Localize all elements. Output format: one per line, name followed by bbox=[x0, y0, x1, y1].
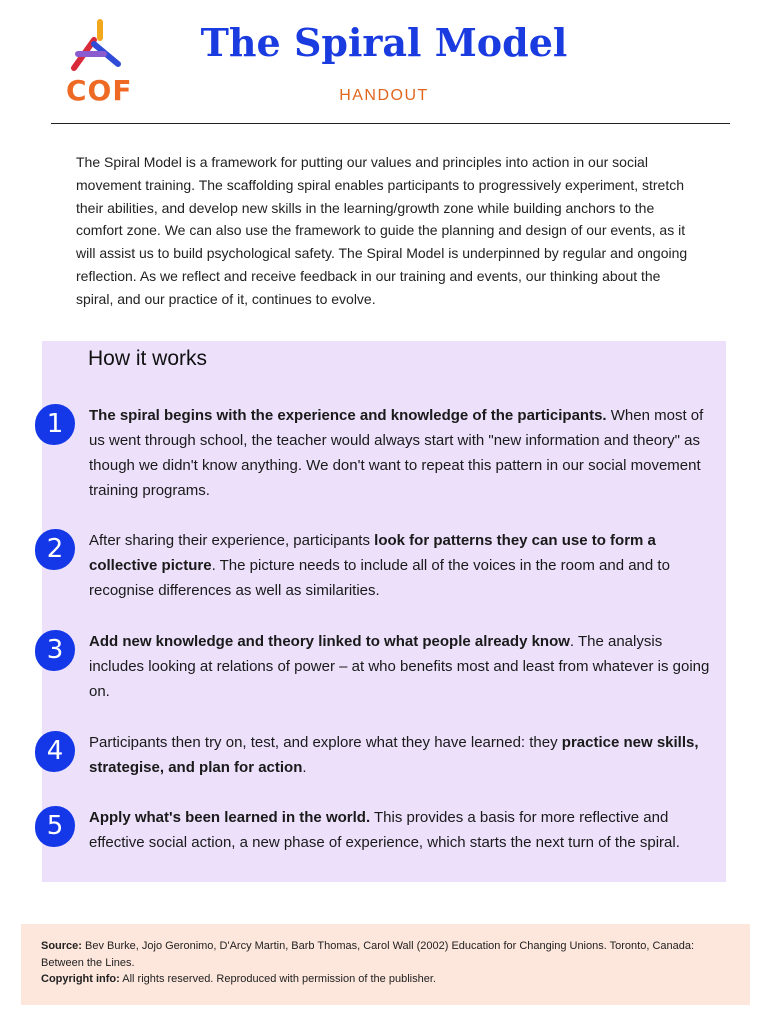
footer-text bbox=[41, 938, 721, 988]
step-number-badge: 5 bbox=[35, 806, 75, 847]
step-text bbox=[89, 730, 719, 780]
step-number-badge: 2 bbox=[35, 529, 75, 570]
step-text-bold: look for patterns they can use to form a collective picture bbox=[89, 532, 656, 574]
step-text-regular: Participants then try on, test, and explore what they have learned: they bbox=[89, 734, 562, 751]
step-text-regular: . The picture needs to include all of the voices in the room and and to recognise differences as well as similarities. bbox=[89, 557, 670, 599]
page-subtitle: HANDOUT bbox=[339, 87, 429, 104]
source-text: Bev Burke, Jojo Geronimo, D'Arcy Martin, Barb Thomas, Carol Wall (2002) Education for Changing Unions. Toronto, Canada: Between the Lines. bbox=[41, 940, 695, 969]
intro-paragraph: The Spiral Model is a framework for putting our values and principles into action in our social movement training. The scaffolding spiral enables participants to progressively experiment, stretch their abilities, and develop new skills in the learning/growth zone while building anchors to the comfort zone. We can also use the framework to guide the planning and design of our events, as it will assist us to build psychological safety. The Spiral Model is underpinned by regular and ongoing reflection. As we reflect and receive feedback in our training and events, our thinking about the spiral, and our practice of it, continues to evolve. bbox=[76, 154, 688, 307]
how-it-works-heading: How it works bbox=[88, 347, 208, 370]
copyright-text: All rights reserved. Reproduced with permission of the publisher. bbox=[119, 973, 436, 985]
step-text bbox=[89, 403, 719, 503]
step-text bbox=[89, 805, 719, 855]
copyright-label: Copyright info: bbox=[41, 973, 120, 985]
header-divider bbox=[51, 123, 730, 124]
step-text-regular: . bbox=[302, 759, 307, 776]
step-text-regular: When most of us went through school, the teacher would always start with "new information and theory" as though we didn't know anything. We don't want to repeat this pattern in our social movement training programs. bbox=[89, 407, 704, 499]
step-number-badge: 3 bbox=[35, 630, 75, 671]
step-number-badge: 4 bbox=[35, 731, 75, 772]
step-text-bold: The spiral begins with the experience and knowledge of the participants. bbox=[89, 407, 607, 424]
step-text-bold: Add new knowledge and theory linked to what people already know bbox=[89, 633, 570, 650]
step-text bbox=[89, 629, 719, 704]
step-number-badge: 1 bbox=[35, 404, 75, 445]
step-text-bold: Apply what's been learned in the world. bbox=[89, 809, 371, 826]
step-text bbox=[89, 528, 719, 603]
page-title: The Spiral Model bbox=[200, 20, 568, 65]
step-text-regular: This provides a basis for more reflective and effective social action, a new phase of experience, which starts the next turn of the spiral. bbox=[89, 809, 680, 851]
step-text-bold: practice new skills, strategise, and plan for action bbox=[89, 734, 699, 776]
step-text-regular: . The analysis includes looking at relations of power – at who benefits most and least from whatever is going on. bbox=[89, 633, 710, 700]
step-text-regular: After sharing their experience, participants bbox=[89, 532, 375, 549]
source-label: Source: bbox=[41, 940, 82, 952]
logo-text: COF bbox=[66, 74, 133, 107]
